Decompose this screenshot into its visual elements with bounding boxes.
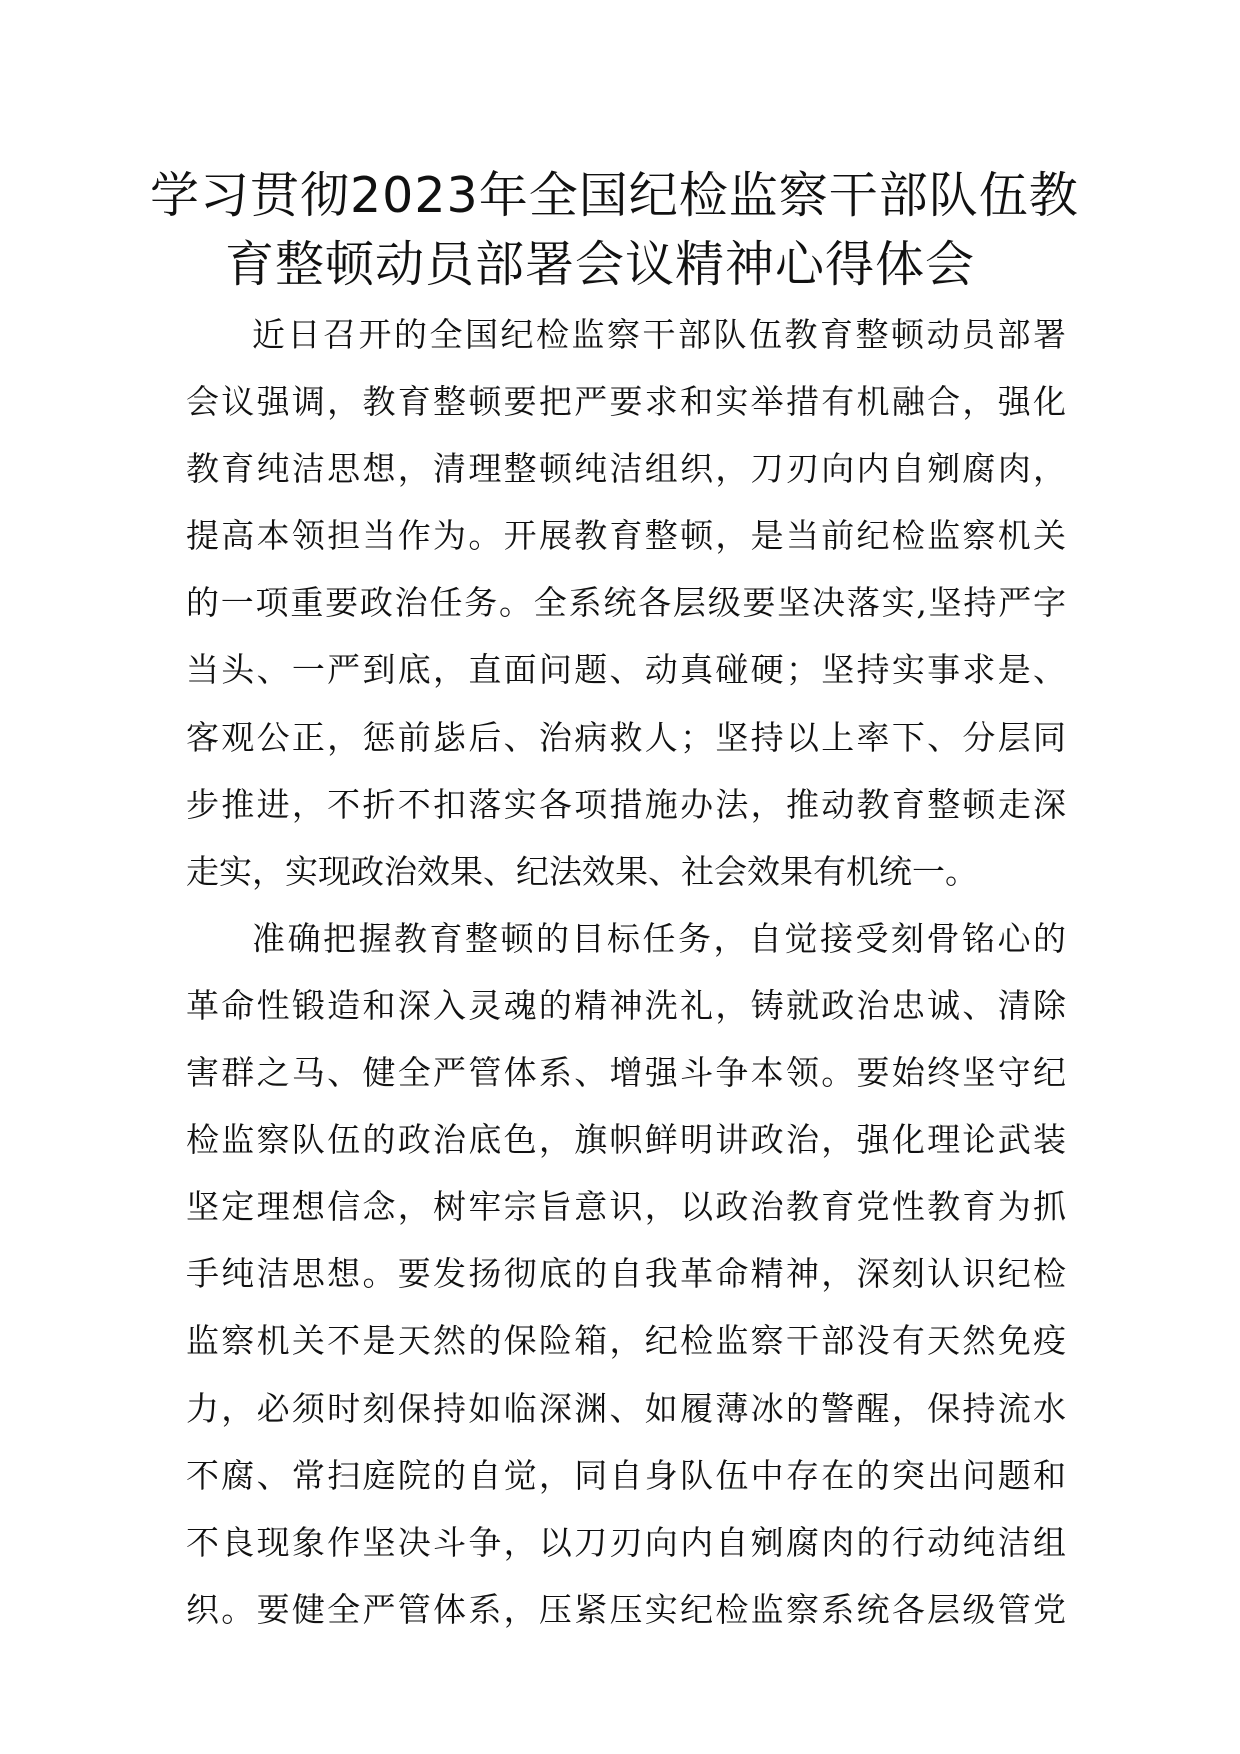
paragraph-line: 走实，实现政治效果、纪法效果、社会效果有机统一。 — [186, 851, 978, 891]
paragraph-line: 不良现象作坚决斗争，以刀刃向内自剜腐肉的行动纯洁组 — [186, 1522, 1066, 1562]
paragraph-line: 害群之马、健全严管体系、增强斗争本领。要始终坚守纪 — [186, 1053, 1066, 1093]
paragraph-line: 力，必须时刻保持如临深渊、如履薄冰的警醒，保持流水 — [186, 1388, 1066, 1428]
paragraph-line: 提高本领担当作为。开展教育整顿，是当前纪检监察机关 — [186, 516, 1066, 556]
paragraph-line: 织。要健全严管体系，压紧压实纪检监察系统各层级管党 — [186, 1589, 1066, 1629]
document-title-line-1: 学习贯彻2023年全国纪检监察干部队伍教 — [150, 167, 1079, 224]
paragraph-1 — [186, 301, 1066, 905]
paragraph-line: 不腐、常扫庭院的自觉，同自身队伍中存在的突出问题和 — [186, 1455, 1066, 1495]
paragraph-line: 会议强调，教育整顿要把严要求和实举措有机融合，强化 — [186, 382, 1066, 422]
document-title-line-2: 育整顿动员部署会议精神心得体会 — [224, 236, 975, 293]
paragraph-line: 客观公正，惩前毖后、治病救人；坚持以上率下、分层同 — [186, 717, 1066, 757]
paragraph-line: 检监察队伍的政治底色，旗帜鲜明讲政治，强化理论武装 — [186, 1120, 1066, 1160]
document-body — [186, 301, 1066, 1643]
paragraph-line: 的一项重要政治任务。全系统各层级要坚决落实,坚持严字 — [186, 583, 1066, 623]
paragraph-line: 坚定理想信念，树牢宗旨意识，以政治教育党性教育为抓 — [186, 1187, 1066, 1227]
paragraph-line: 监察机关不是天然的保险箱，纪检监察干部没有天然免疫 — [186, 1321, 1066, 1361]
paragraph-2 — [186, 905, 1066, 1643]
paragraph-line: 手纯洁思想。要发扬彻底的自我革命精神，深刻认识纪检 — [186, 1254, 1066, 1294]
paragraph-line: 步推进，不折不扣落实各项措施办法，推动教育整顿走深 — [186, 784, 1066, 824]
paragraph-line: 教育纯洁思想，清理整顿纯洁组织，刀刃向内自剜腐肉， — [186, 449, 1066, 489]
paragraph-line: 准确把握教育整顿的目标任务，自觉接受刻骨铭心的 — [252, 918, 1066, 958]
paragraph-line: 近日召开的全国纪检监察干部队伍教育整顿动员部署 — [252, 315, 1066, 354]
paragraph-line: 革命性锻造和深入灵魂的精神洗礼，铸就政治忠诚、清除 — [186, 985, 1066, 1025]
paragraph-line: 当头、一严到底，直面问题、动真碰硬；坚持实事求是、 — [186, 650, 1066, 690]
